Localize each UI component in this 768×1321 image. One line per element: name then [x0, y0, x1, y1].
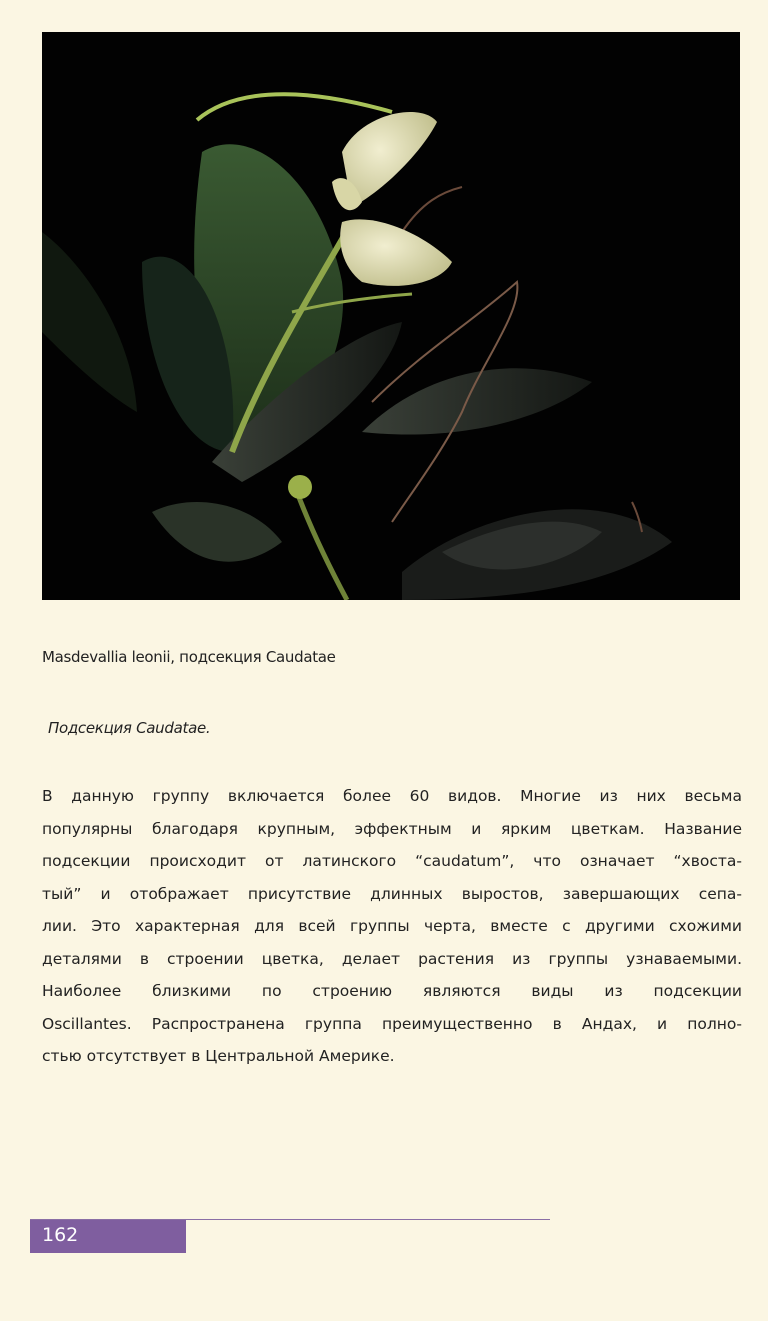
paragraph-line: Наиболее близкими по строению являются виды из подсекции: [42, 982, 742, 1000]
paragraph-line: лии. Это характерная для всей группы черта, вместе с другими схожими: [42, 917, 742, 935]
paragraph-line: стью отсутствует в Центральной Америке.: [42, 1047, 395, 1065]
body-paragraph: [42, 780, 742, 1073]
figure-caption: Masdevallia leonii, подсекция Caudatae: [42, 648, 336, 666]
paragraph-line: В данную группу включается более 60 видов. Многие из них весьма: [42, 787, 742, 805]
section-heading: Подсекция Caudatae.: [48, 719, 211, 737]
page-number: 162: [42, 1224, 79, 1246]
orchid-photo: [42, 32, 740, 600]
paragraph-line: подсекции происходит от латинского “caudatum”, что означает “хвоста-: [42, 852, 742, 870]
paragraph-line: тый” и отображает присутствие длинных выростов, завершающих сепа-: [42, 884, 742, 903]
paragraph-line: Oscillantes. Распространена группа преимущественно в Андах, и полно-: [42, 1014, 742, 1033]
paragraph-line: деталями в строении цветка, делает растения из группы узнаваемыми.: [42, 949, 742, 968]
paragraph-line: популярны благодаря крупным, эффектным и ярким цветкам. Название: [42, 819, 742, 838]
